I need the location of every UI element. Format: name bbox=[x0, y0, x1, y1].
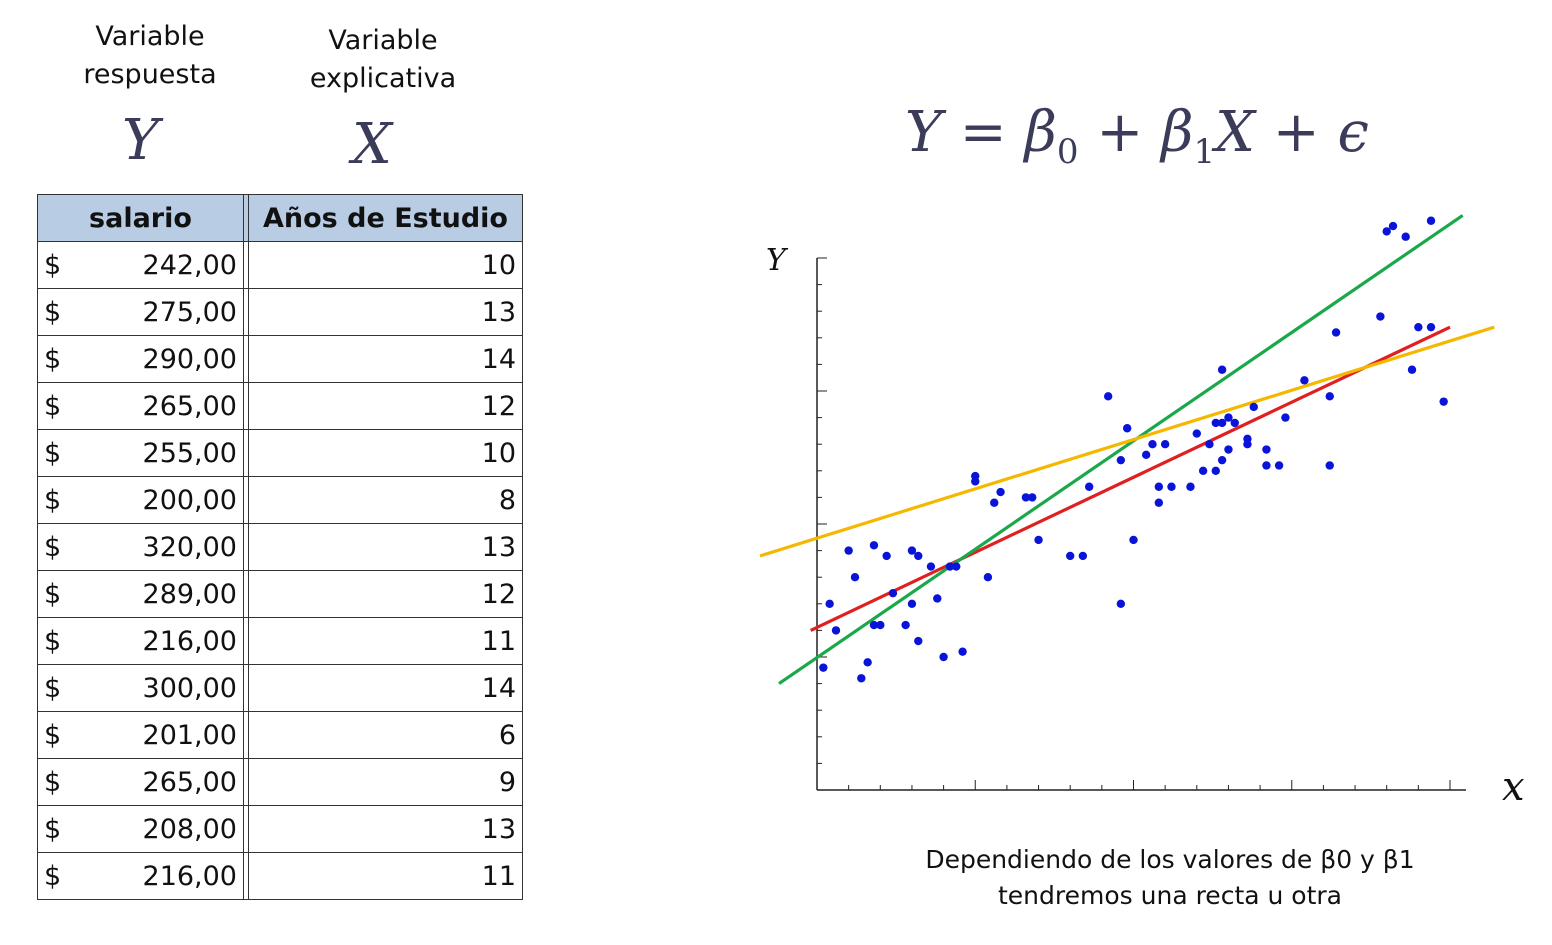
eq-plus1: + bbox=[1096, 100, 1144, 165]
data-point bbox=[1414, 323, 1422, 331]
salario-value: 200,00 bbox=[142, 484, 237, 516]
data-point bbox=[1326, 461, 1334, 469]
cell-anios[interactable]: 13 bbox=[249, 524, 523, 571]
data-point bbox=[1193, 429, 1201, 437]
currency-symbol: $ bbox=[44, 860, 62, 892]
caption-line2: tendremos una recta u otra bbox=[998, 881, 1342, 910]
data-point bbox=[1117, 600, 1125, 608]
currency-symbol: $ bbox=[44, 390, 62, 422]
data-point bbox=[1218, 456, 1226, 464]
data-point bbox=[914, 552, 922, 560]
data-point bbox=[844, 546, 852, 554]
data-point bbox=[1281, 413, 1289, 421]
data-point bbox=[984, 573, 992, 581]
data-point bbox=[1212, 467, 1220, 475]
data-point bbox=[996, 488, 1004, 496]
data-point bbox=[1085, 483, 1093, 491]
data-point bbox=[1243, 440, 1251, 448]
data-point bbox=[825, 600, 833, 608]
data-point bbox=[1028, 493, 1036, 501]
x-axis-label: x bbox=[1502, 764, 1525, 810]
data-point bbox=[908, 600, 916, 608]
salario-value: 289,00 bbox=[142, 578, 237, 610]
data-point bbox=[1129, 536, 1137, 544]
eq-epsilon: ϵ bbox=[1337, 100, 1369, 165]
regression-line-green bbox=[779, 215, 1463, 683]
salario-value: 216,00 bbox=[142, 860, 237, 892]
currency-symbol: $ bbox=[44, 813, 62, 845]
cell-anios[interactable]: 13 bbox=[249, 289, 523, 336]
data-point bbox=[876, 621, 884, 629]
data-point bbox=[857, 674, 865, 682]
salario-value: 242,00 bbox=[142, 249, 237, 281]
data-point bbox=[1376, 312, 1384, 320]
salario-value: 300,00 bbox=[142, 672, 237, 704]
data-point bbox=[1262, 461, 1270, 469]
data-point bbox=[1262, 445, 1270, 453]
data-point bbox=[1066, 552, 1074, 560]
cell-anios[interactable]: 14 bbox=[249, 665, 523, 712]
data-point bbox=[870, 541, 878, 549]
regression-line-red bbox=[811, 327, 1450, 630]
currency-symbol: $ bbox=[44, 249, 62, 281]
data-point bbox=[939, 653, 947, 661]
currency-symbol: $ bbox=[44, 672, 62, 704]
cell-anios[interactable]: 11 bbox=[249, 853, 523, 900]
data-point bbox=[1123, 424, 1131, 432]
data-point bbox=[1231, 419, 1239, 427]
data-point bbox=[1300, 376, 1308, 384]
data-point bbox=[1205, 440, 1213, 448]
eq-sub1: 1 bbox=[1193, 132, 1216, 173]
salario-value: 320,00 bbox=[142, 531, 237, 563]
data-point bbox=[882, 552, 890, 560]
data-point bbox=[1218, 366, 1226, 374]
data-point bbox=[1332, 328, 1340, 336]
data-point bbox=[863, 658, 871, 666]
salario-value: 275,00 bbox=[142, 296, 237, 328]
cell-anios[interactable]: 14 bbox=[249, 336, 523, 383]
x-symbol: X bbox=[352, 112, 392, 177]
data-point bbox=[971, 477, 979, 485]
data-point bbox=[1427, 217, 1435, 225]
data-point bbox=[889, 589, 897, 597]
data-point bbox=[958, 647, 966, 655]
eq-x: X bbox=[1215, 100, 1255, 165]
eq-beta0: β bbox=[1024, 100, 1057, 165]
data-point bbox=[952, 562, 960, 570]
data-point bbox=[1326, 392, 1334, 400]
currency-symbol: $ bbox=[44, 625, 62, 657]
data-point bbox=[927, 562, 935, 570]
salario-value: 201,00 bbox=[142, 719, 237, 751]
data-point bbox=[1117, 456, 1125, 464]
regression-line-yellow bbox=[760, 327, 1494, 556]
data-point bbox=[914, 637, 922, 645]
y-axis-label: Y bbox=[766, 243, 786, 278]
salario-value: 265,00 bbox=[142, 390, 237, 422]
data-point bbox=[1250, 403, 1258, 411]
cell-anios[interactable]: 9 bbox=[249, 759, 523, 806]
data-point bbox=[1401, 233, 1409, 241]
header-salario[interactable]: salario bbox=[38, 195, 244, 242]
salario-value: 255,00 bbox=[142, 437, 237, 469]
response-variable-line2: respuesta bbox=[83, 59, 217, 90]
header-anios-estudio[interactable]: Años de Estudio bbox=[249, 195, 523, 242]
data-point bbox=[1142, 451, 1150, 459]
caption bbox=[890, 842, 1450, 914]
eq-plus2: + bbox=[1272, 100, 1320, 165]
data-point bbox=[1224, 445, 1232, 453]
cell-anios[interactable]: 8 bbox=[249, 477, 523, 524]
data-point bbox=[819, 663, 827, 671]
y-symbol: Y bbox=[122, 108, 159, 173]
cell-anios[interactable]: 13 bbox=[249, 806, 523, 853]
data-point bbox=[1439, 397, 1447, 405]
cell-anios[interactable]: 10 bbox=[249, 430, 523, 477]
currency-symbol: $ bbox=[44, 531, 62, 563]
cell-anios[interactable]: 12 bbox=[249, 383, 523, 430]
data-point bbox=[851, 573, 859, 581]
explanatory-variable-line1: Variable bbox=[328, 25, 438, 56]
data-point bbox=[1389, 222, 1397, 230]
data-point bbox=[1155, 499, 1163, 507]
currency-symbol: $ bbox=[44, 343, 62, 375]
data-point bbox=[901, 621, 909, 629]
data-point bbox=[990, 499, 998, 507]
currency-symbol: $ bbox=[44, 578, 62, 610]
data-point bbox=[1167, 483, 1175, 491]
data-point bbox=[832, 626, 840, 634]
salario-value: 216,00 bbox=[142, 625, 237, 657]
response-variable-line1: Variable bbox=[95, 21, 205, 52]
eq-beta1: β bbox=[1161, 100, 1194, 165]
data-point bbox=[1199, 467, 1207, 475]
explanatory-variable-line2: explicativa bbox=[309, 63, 457, 94]
eq-sub0: 0 bbox=[1056, 132, 1079, 173]
data-point bbox=[1104, 392, 1112, 400]
salario-value: 290,00 bbox=[142, 343, 237, 375]
data-point bbox=[1408, 366, 1416, 374]
data-point bbox=[1034, 536, 1042, 544]
currency-symbol: $ bbox=[44, 437, 62, 469]
data-point bbox=[1148, 440, 1156, 448]
cell-anios[interactable]: 11 bbox=[249, 618, 523, 665]
eq-y: Y bbox=[905, 100, 942, 165]
data-point bbox=[1427, 323, 1435, 331]
currency-symbol: $ bbox=[44, 719, 62, 751]
data-point bbox=[1079, 552, 1087, 560]
data-point bbox=[1155, 483, 1163, 491]
data-point bbox=[1161, 440, 1169, 448]
cell-anios[interactable]: 6 bbox=[249, 712, 523, 759]
data-point bbox=[1186, 483, 1194, 491]
currency-symbol: $ bbox=[44, 484, 62, 516]
caption-line1: Dependiendo de los valores de β0 y β1 bbox=[925, 845, 1415, 874]
salario-value: 208,00 bbox=[142, 813, 237, 845]
data-point bbox=[933, 594, 941, 602]
eq-equals: = bbox=[959, 100, 1007, 165]
cell-anios[interactable]: 10 bbox=[249, 242, 523, 289]
currency-symbol: $ bbox=[44, 296, 62, 328]
salario-value: 265,00 bbox=[142, 766, 237, 798]
cell-anios[interactable]: 12 bbox=[249, 571, 523, 618]
currency-symbol: $ bbox=[44, 766, 62, 798]
data-point bbox=[1275, 461, 1283, 469]
